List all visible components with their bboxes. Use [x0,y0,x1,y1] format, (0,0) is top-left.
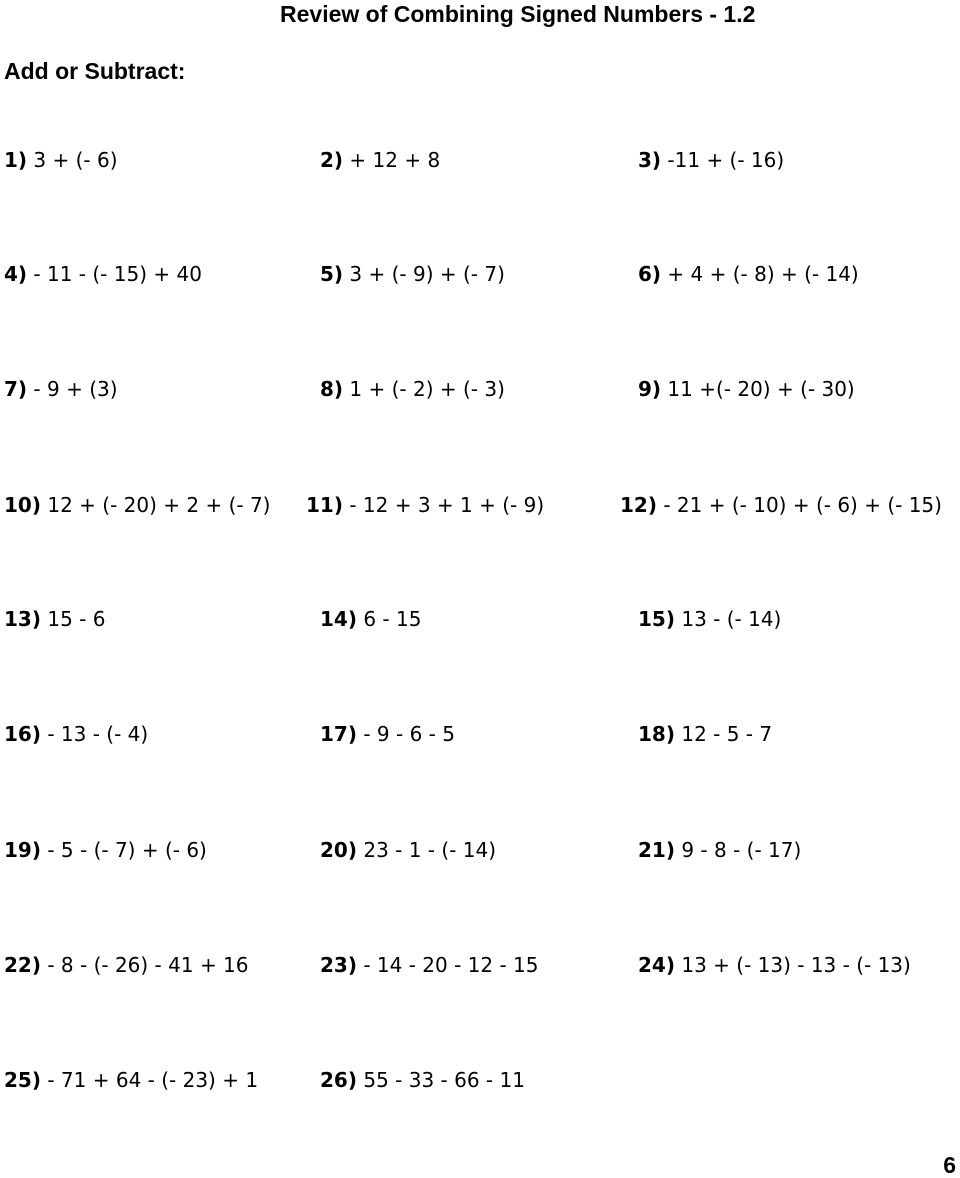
problem-item [320,721,455,747]
problem-expression: 1 + (- 2) + (- 3) [343,377,505,401]
problem-item [320,606,421,632]
instructions-heading: Add or Subtract: [4,58,186,84]
problem-number: 4) [4,262,28,286]
problem-number: 26) [320,1068,357,1092]
problem-expression: 15 - 6 [40,607,106,631]
problem-item [4,606,105,632]
problem-expression: - 11 - (- 15) + 40 [27,262,202,286]
problem-item [306,492,544,518]
problem-item [638,147,784,173]
problem-expression: 6 - 15 [356,607,422,631]
problem-number: 10) [4,493,41,517]
problem-item [4,1067,258,1093]
problem-expression: - 9 - 6 - 5 [356,722,455,746]
problem-number: 25) [4,1068,41,1092]
problem-number: 21) [638,838,675,862]
problem-number: 7) [4,377,28,401]
problem-item [4,492,270,518]
problem-number: 11) [306,493,343,517]
problem-item [4,261,202,287]
problem-number: 5) [320,262,344,286]
problem-item [638,952,911,978]
problem-item [4,721,148,747]
problem-expression: - 71 + 64 - (- 23) + 1 [40,1068,259,1092]
problem-expression: -11 + (- 16) [661,148,785,172]
problem-expression: 23 - 1 - (- 14) [356,838,497,862]
problem-number: 1) [4,148,28,172]
problem-item [4,952,249,978]
problem-number: 18) [638,722,675,746]
problem-expression: + 12 + 8 [343,148,441,172]
problem-expression: - 5 - (- 7) + (- 6) [40,838,207,862]
problem-item [320,147,440,173]
problem-item [638,376,855,402]
problem-number: 3) [638,148,662,172]
problem-expression: - 21 + (- 10) + (- 6) + (- 15) [656,493,942,517]
problem-number: 8) [320,377,344,401]
problem-item [638,261,859,287]
problem-item [320,837,496,863]
problem-expression: 12 + (- 20) + 2 + (- 7) [40,493,271,517]
problem-item [320,952,539,978]
problem-number: 15) [638,607,675,631]
problem-expression: 55 - 33 - 66 - 11 [356,1068,525,1092]
problem-number: 13) [4,607,41,631]
problem-number: 24) [638,953,675,977]
problem-expression: - 14 - 20 - 12 - 15 [356,953,539,977]
problem-number: 23) [320,953,357,977]
problem-item [4,147,118,173]
problem-number: 22) [4,953,41,977]
worksheet-title: Review of Combining Signed Numbers - 1.2 [280,1,756,27]
problem-item [320,1067,525,1093]
problem-number: 14) [320,607,357,631]
problem-expression: 9 - 8 - (- 17) [674,838,802,862]
problem-item [638,721,772,747]
problem-number: 19) [4,838,41,862]
problem-expression: + 4 + (- 8) + (- 14) [661,262,859,286]
problem-expression: - 12 + 3 + 1 + (- 9) [342,493,545,517]
problem-expression: - 13 - (- 4) [40,722,149,746]
problem-expression: 13 - (- 14) [674,607,782,631]
problem-expression: 13 + (- 13) - 13 - (- 13) [674,953,911,977]
problem-item [320,261,505,287]
problem-number: 2) [320,148,344,172]
problem-item [620,492,942,518]
problem-number: 16) [4,722,41,746]
problem-expression: 3 + (- 6) [27,148,118,172]
problem-item [320,376,505,402]
problem-expression: - 8 - (- 26) - 41 + 16 [40,953,249,977]
problem-item [638,606,781,632]
problem-number: 17) [320,722,357,746]
problem-number: 9) [638,377,662,401]
problem-item [4,837,207,863]
problem-expression: 11 +(- 20) + (- 30) [661,377,855,401]
problem-expression: 3 + (- 9) + (- 7) [343,262,505,286]
problem-number: 6) [638,262,662,286]
problem-expression: - 9 + (3) [27,377,118,401]
problem-number: 12) [620,493,657,517]
page-number: 6 [943,1152,956,1178]
problem-item [638,837,801,863]
problem-expression: 12 - 5 - 7 [674,722,773,746]
problem-number: 20) [320,838,357,862]
problem-item [4,376,118,402]
